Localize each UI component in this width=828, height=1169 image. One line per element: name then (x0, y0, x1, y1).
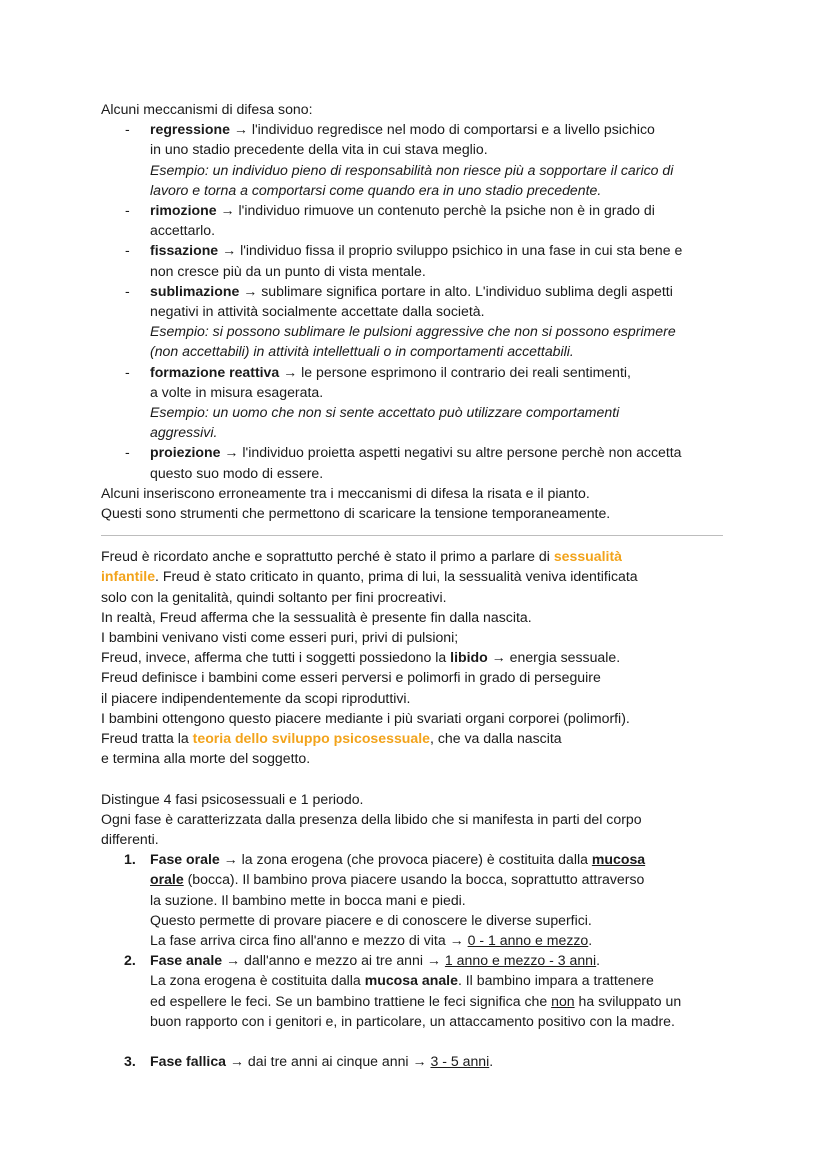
list-item: - proiezione → l'individuo proietta aspetti negativi su altre persone perchè non accetta questo suo modo di essere. (125, 444, 682, 481)
paragraph-line: Ogni fase è caratterizzata dalla presenza della libido che si manifesta in parti del corpo (101, 810, 642, 827)
bullet-dash: - (125, 444, 130, 461)
paragraph-line: Freud tratta la teoria dello sviluppo psicosessuale, che va dalla nascita (101, 730, 562, 747)
list-number: 3. (124, 1052, 136, 1069)
paragraph-line: I bambini ottengono questo piacere mediante i più svariati organi corporei (polimorfi). (101, 709, 630, 726)
example-text: lavoro e torna a comportarsi come quando era in uno stadio precedente. (150, 181, 602, 198)
phase-item: 3. Fase fallica → dai tre anni ai cinque anni → 3 - 5 anni. (101, 1051, 731, 1071)
paragraph-line: solo con la genitalità, quindi soltanto per fini procreativi. (101, 588, 447, 605)
list-number: 1. (124, 851, 136, 868)
example-text: Esempio: si possono sublimare le pulsioni aggressive che non si possono esprimere (150, 323, 676, 340)
paragraph-line: il piacere indipendentemente da scopi riproduttivi. (101, 689, 411, 706)
intro-text: Alcuni meccanismi di difesa sono: (101, 101, 313, 117)
outro-text: Alcuni inseriscono erroneamente tra i meccanismi di difesa la risata e il pianto. (101, 484, 590, 501)
term: Fase fallica (150, 1052, 226, 1069)
list-item: - formazione reattiva → le persone esprimono il contrario dei reali sentimenti, a volte in misura esagerata. Esempio: un uomo che non si sente accettato può utilizzare comportamenti aggressivi. (125, 363, 631, 441)
paragraph-line: I bambini venivano visti come esseri puri, privi di pulsioni; (101, 629, 459, 646)
list-number: 2. (124, 952, 136, 969)
spacer (101, 1031, 731, 1051)
paragraph-line: Freud è ricordato anche e soprattutto perché è stato il primo a parlare di sessualità (101, 548, 622, 565)
term: mucosa anale (364, 972, 458, 989)
document-body (101, 99, 731, 1071)
spacer (101, 769, 731, 789)
example-text: aggressivi. (150, 424, 218, 441)
highlight-text: infantile (101, 568, 156, 585)
age-range: 3 - 5 anni (430, 1052, 490, 1069)
term: sublimazione (150, 282, 240, 299)
list-item: - fissazione → l'individuo fissa il proprio sviluppo psichico in una fase in cui sta bene e non cresce più da un punto di vista mentale. (125, 242, 683, 279)
paragraph-line: infantile. Freud è stato criticato in quanto, prima di lui, la sessualità veniva identificata (101, 568, 638, 585)
phase-item: 2. Fase anale → dall'anno e mezzo ai tre anni → 1 anno e mezzo - 3 anni. La zona erogena è costituita dalla mucosa anale. Il bambino impara a trattenere ed espellere le feci. Se un bambino trattiene le feci significa che non ha sviluppato un buon rapporto con i genitori e, in particolare, un attaccamento positivo con la madre. (124, 952, 682, 1029)
paragraph-line: Freud, invece, afferma che tutti i soggetti possiedono la libido → energia sessuale. (101, 649, 621, 666)
term: libido (450, 649, 488, 666)
bullet-dash: - (125, 242, 130, 259)
term: rimozione (150, 202, 217, 219)
bullet-dash: - (125, 202, 130, 219)
underlined-term: orale (150, 871, 184, 888)
term: proiezione (150, 444, 221, 461)
list-item: - sublimazione → sublimare significa portare in alto. L'individuo sublima degli aspetti negativi in attività socialmente accettate dalla società. Esempio: si possono sublimare le pulsioni aggressive che non si possono esprimere (non accettabili) in attività intellettuali o in comportamenti accettabili. (125, 282, 676, 360)
paragraph-line: e termina alla morte del soggetto. (101, 750, 311, 767)
highlight-text: teoria dello sviluppo psicosessuale (192, 730, 430, 747)
example-text: Esempio: un individuo pieno di responsabilità non riesce più a sopportare il carico di (150, 161, 674, 178)
paragraph-line: Distingue 4 fasi psicosessuali e 1 periodo. (101, 790, 364, 807)
underlined-term: mucosa (591, 851, 646, 868)
list-item: - rimozione → l'individuo rimuove un contenuto perchè la psiche non è in grado di accettarlo. (125, 202, 655, 239)
phase-item: 1. Fase orale → la zona erogena (che provoca piacere) è costituita dalla mucosa orale (bocca). Il bambino prova piacere usando la bocca, soprattutto attraverso la suzione. Il bambino mette in bocca mani e piedi. Questo permette di provare piacere e di conoscere le diverse superfici. La fase arriva circa fino all'anno e mezzo di vita → 0 - 1 anno e mezzo. (124, 851, 646, 948)
paragraph-line: Freud definisce i bambini come esseri perversi e polimorfi in grado di perseguire (101, 669, 601, 686)
outro-text: Questi sono strumenti che permettono di scaricare la tensione temporaneamente. (101, 505, 611, 522)
paragraph-line: differenti. (101, 830, 159, 847)
age-range: 1 anno e mezzo - 3 anni (444, 952, 597, 969)
phases-list (101, 849, 731, 1071)
term: formazione reattiva (150, 363, 280, 380)
age-range: 0 - 1 anno e mezzo (467, 931, 589, 948)
term: Fase anale (150, 952, 223, 969)
bullet-dash: - (125, 363, 130, 380)
list-item: - regressione → l'individuo regredisce nel modo di comportarsi e a livello psichico in uno stadio precedente della vita in cui stava meglio. Esempio: un individuo pieno di responsabilità non riesce più a sopportare il carico di lavoro e torna a comportarsi come quando era in uno stadio precedente. (125, 121, 674, 198)
term: Fase orale (150, 851, 220, 868)
term: fissazione (150, 242, 219, 259)
bullet-dash: - (125, 282, 130, 299)
bullet-dash: - (125, 121, 130, 138)
paragraph-line: In realtà, Freud afferma che la sessualità è presente fin dalla nascita. (101, 608, 532, 625)
section-divider (101, 535, 723, 536)
term: regressione (150, 121, 230, 138)
defense-mechanisms-list (101, 119, 731, 483)
example-text: (non accettabili) in attività intellettuali o in comportamenti accettabili. (150, 343, 574, 360)
highlight-text: sessualità (553, 548, 622, 565)
example-text: Esempio: un uomo che non si sente accettato può utilizzare comportamenti (150, 404, 620, 421)
underlined-word: non (551, 992, 575, 1009)
